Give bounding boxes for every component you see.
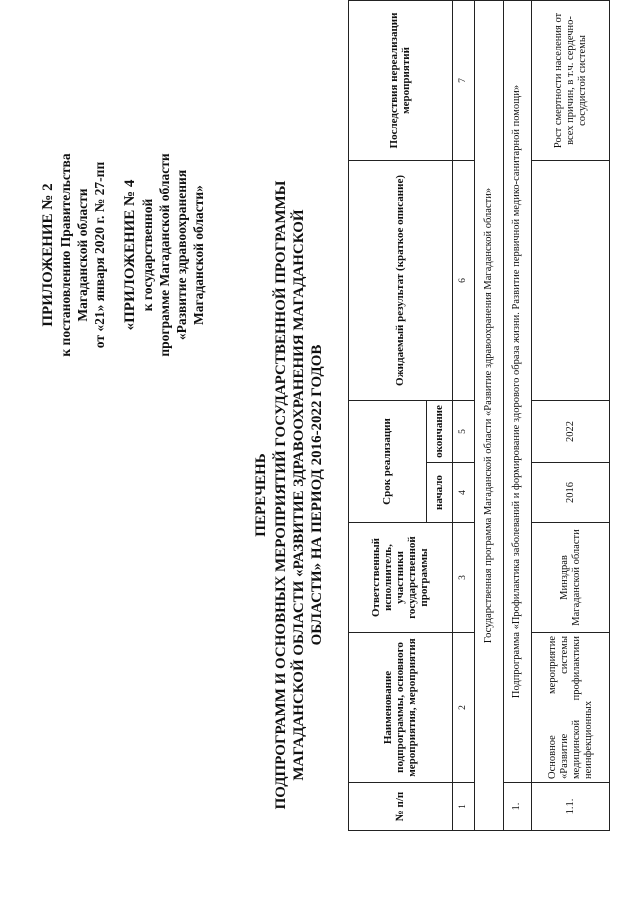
col-number: 1 [452,783,474,831]
subprogram-row [503,0,532,830]
col-number: 7 [452,0,474,160]
resolution-line-2: Магаданской области [75,188,90,322]
header-name: Наименование подпрограммы, основного мероприятия, мероприятия [349,633,453,783]
col-number: 4 [452,463,474,523]
column-numbers-row [452,0,474,830]
appendix-header [40,105,207,405]
header-num: № п/п [349,783,453,831]
title-line-4: ОБЛАСТИ» НА ПЕРИОД 2016-2022 ГОДОВ [309,344,325,646]
row-consequences: Рост смертности населения от всех причин, в т.ч. сердечно-сосудистой системы [532,0,610,160]
program-line-3: «Развитие здравоохранения [174,169,189,341]
appendix-number: ПРИЛОЖЕНИЕ № 2 [40,183,56,327]
col-number: 5 [452,400,474,462]
program-line-1: к государственной [140,198,155,312]
row-result [532,160,610,400]
title-line-1: ПЕРЕЧЕНЬ [253,453,269,537]
header-result: Ожидаемый результат (краткое описание) [349,160,453,400]
row-end: 2022 [532,400,610,462]
resolution-line-1: к постановлению Правительства [58,153,73,357]
header-consequences: Последствия нереализации мероприятий [349,0,453,160]
header-executor: Ответственный исполнитель, участники государственной программы [349,523,453,633]
header-start: начало [426,463,452,523]
subprogram-title: Подпрограмма «Профилактика заболеваний и формирование здорового образа жизни. Развитие первичной медико-санитарной помощи» [503,0,532,782]
row-num: 1.1. [532,783,610,831]
row-start: 2016 [532,463,610,523]
program-line-2: программе Магаданской области [157,153,172,357]
title-line-3: МАГАДАНСКОЙ ОБЛАСТИ «РАЗВИТИЕ ЗДРАВООХРАНЕНИЯ МАГАДАНСКОЙ [291,209,307,781]
program-line-4: Магаданской области» [191,185,206,325]
header-end: окончание [426,400,452,462]
row-name: Основное мероприятие «Развитие системы медицинской профилактики неинфекционных [532,633,610,783]
col-number: 2 [452,633,474,783]
previous-appendix: «ПРИЛОЖЕНИЕ № 4 [122,179,138,331]
table-row [532,0,610,830]
col-number: 3 [452,523,474,633]
col-number: 6 [452,160,474,400]
program-title: Государственная программа Магаданской области «Развитие здравоохранения Магаданской области» [474,0,503,830]
subprogram-num: 1. [503,783,532,831]
activities-table [348,0,610,831]
row-executor: Минздрав Магаданской области [532,523,610,633]
document-title [252,145,326,845]
program-row [474,0,503,830]
title-line-2: ПОДПРОГРАММ И ОСНОВНЫХ МЕРОПРИЯТИЙ ГОСУДАРСТВЕННОЙ ПРОГРАММЫ [273,180,289,810]
resolution-date: от «21» января 2020 г. № 27-пп [92,161,107,349]
header-period: Срок реализации [349,400,427,522]
